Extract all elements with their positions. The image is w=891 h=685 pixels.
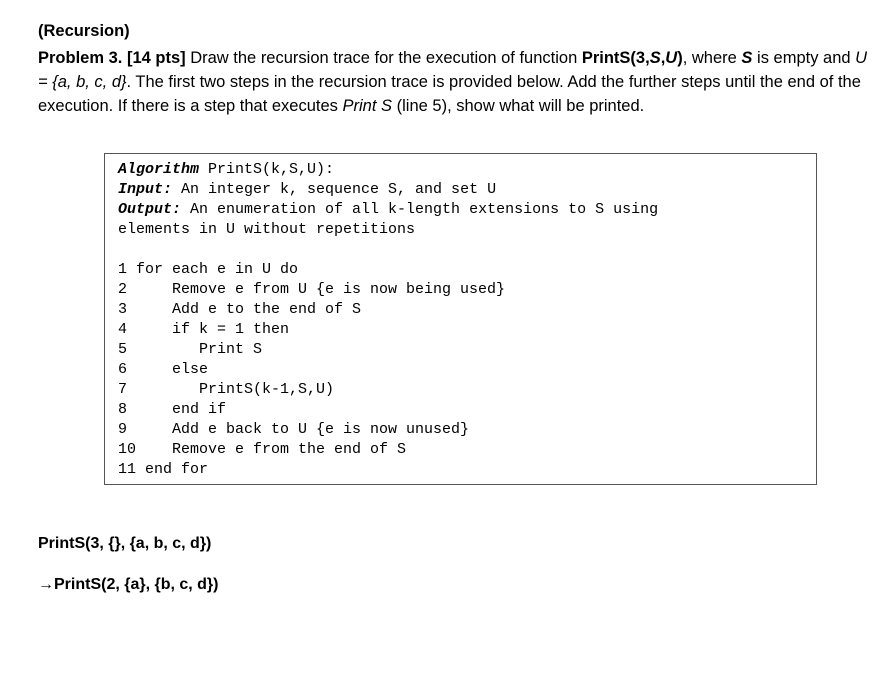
code-line: 2 Remove e from U {e is now being used} <box>118 281 506 298</box>
problem-text-5: (line 5), show what will be printed. <box>392 97 645 115</box>
func-arg-u: U <box>665 49 678 67</box>
algorithm-input <box>118 180 816 200</box>
problem-text-4: . The first two steps in the recursion trace is provided below. Add the further steps until the end of the execution. If there is a step that executes <box>38 73 861 115</box>
problem-label: Problem 3. [14 pts] <box>38 49 186 67</box>
input-keyword: Input: <box>118 181 173 198</box>
var-s: S <box>741 49 753 67</box>
code-line: 8 end if <box>118 401 227 418</box>
func-comma: , <box>660 49 666 67</box>
code-line: 6 else <box>118 361 209 378</box>
algorithm-output <box>118 200 816 220</box>
algorithm-signature: PrintS(k,S,U): <box>199 161 335 178</box>
u-set: U = {a, b, c, d} <box>38 49 868 91</box>
func-name: PrintS(3, <box>581 49 650 67</box>
problem-text-3: is empty and <box>752 49 856 67</box>
code-lines <box>118 260 816 480</box>
function-call <box>582 49 683 67</box>
section-heading: (Recursion) <box>38 22 130 40</box>
code-line: 3 Add e to the end of S <box>118 301 362 318</box>
spacer <box>118 240 816 260</box>
code-line: 10 Remove e from the end of S <box>118 441 407 458</box>
algorithm-title <box>118 160 816 180</box>
print-s: Print S <box>342 97 393 115</box>
code-line: 4 if k = 1 then <box>118 321 290 338</box>
problem-text-1: Draw the recursion trace for the execution of function <box>185 49 582 67</box>
code-line: 7 PrintS(k-1,S,U) <box>118 381 335 398</box>
code-line: 1 for each e in U do <box>118 261 299 278</box>
code-line: 9 Add e back to U {e is now unused} <box>118 421 470 438</box>
output-keyword: Output: <box>118 201 182 218</box>
trace-step-2: →PrintS(2, {a}, {b, c, d}) <box>38 576 219 593</box>
code-line: 5 Print S <box>118 341 263 358</box>
problem-statement <box>38 46 868 118</box>
code-line: 11 end for <box>118 461 209 478</box>
algorithm-output-cont: elements in U without repetitions <box>118 221 416 238</box>
algorithm-box <box>104 153 817 485</box>
output-text: An enumeration of all k-length extensions to S using <box>181 201 659 218</box>
problem-text-2: , where <box>682 49 742 67</box>
trace-step-1: PrintS(3, {}, {a, b, c, d}) <box>38 535 212 552</box>
func-close: ) <box>677 49 683 67</box>
func-arg-s: S <box>649 49 661 67</box>
algorithm-keyword: Algorithm <box>118 161 200 178</box>
input-text: An integer k, sequence S, and set U <box>172 181 497 198</box>
